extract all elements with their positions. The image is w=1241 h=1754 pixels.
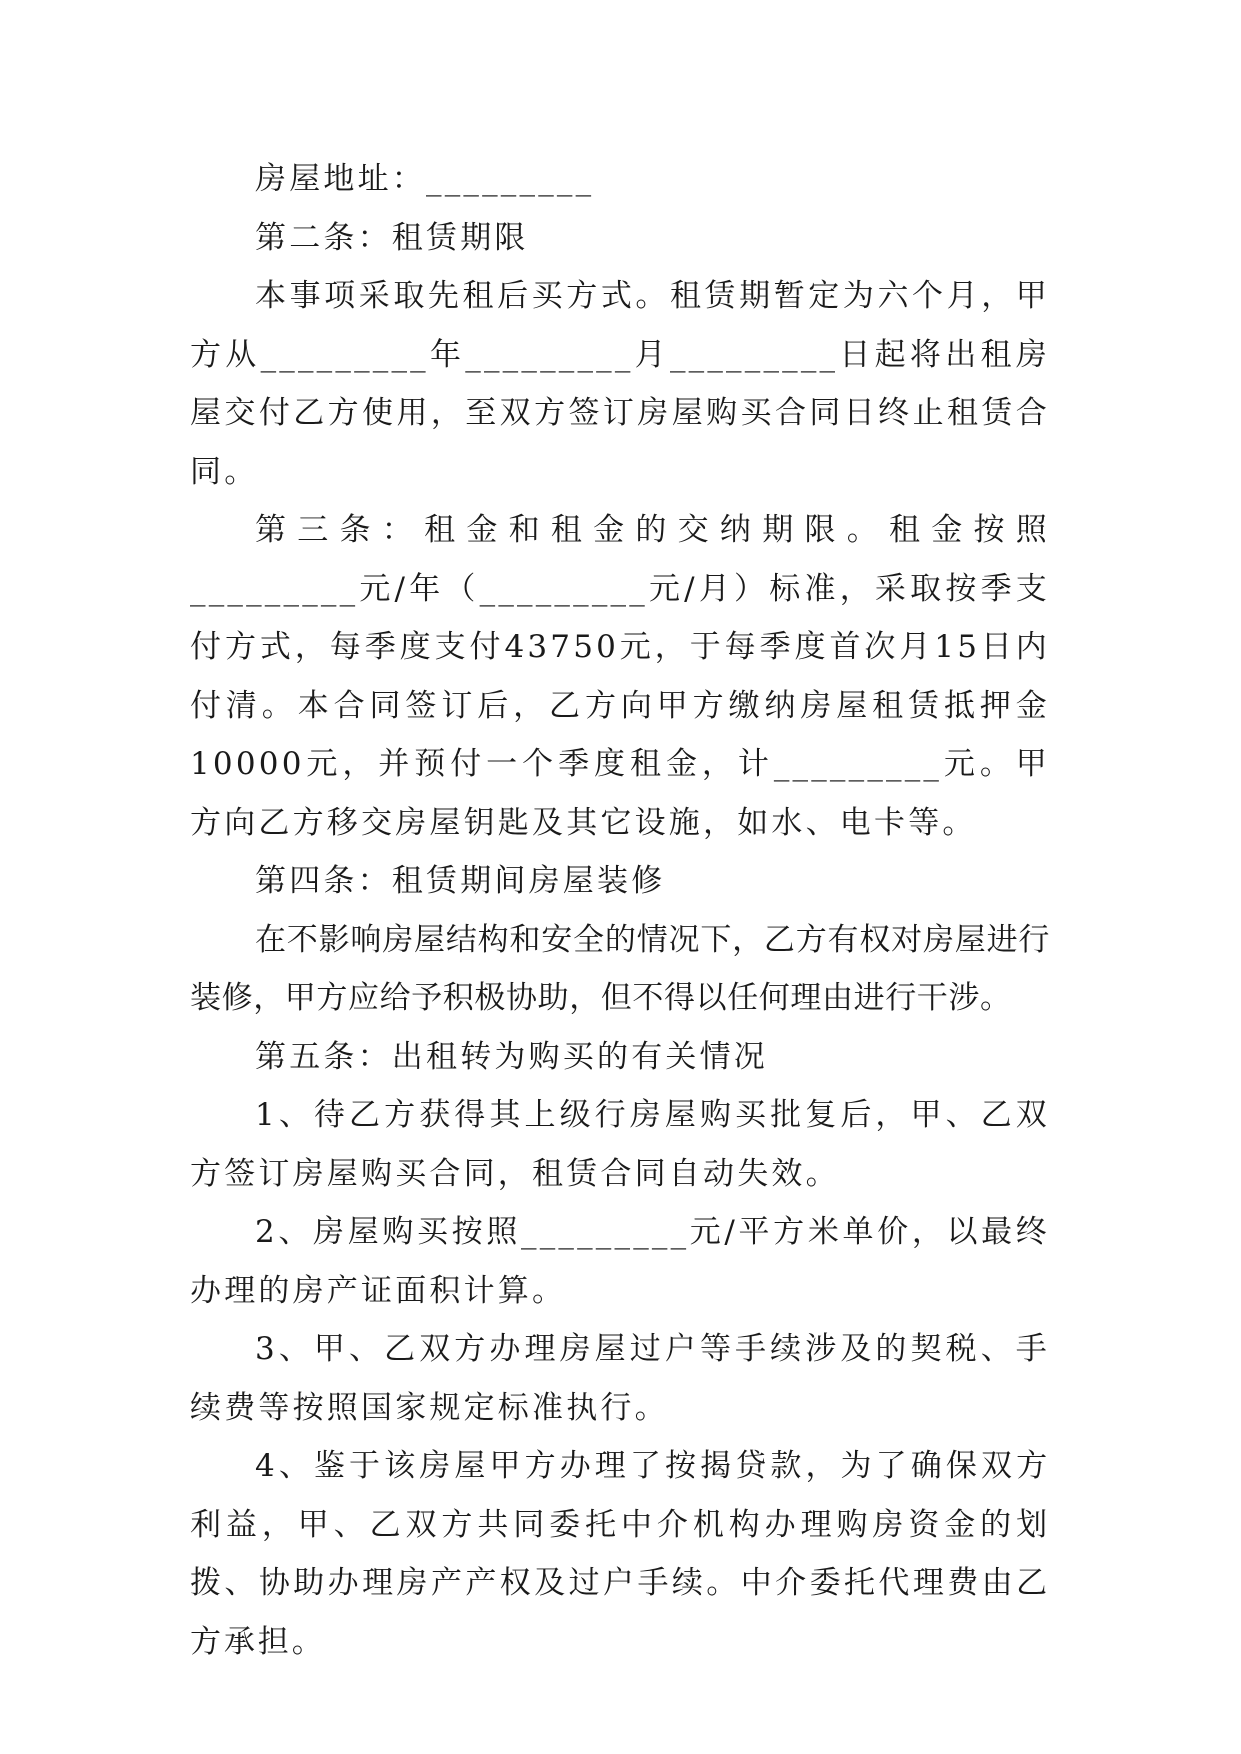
article-2-heading: 第二条：租赁期限	[255, 219, 529, 256]
house-address-line: 房屋地址：_________	[255, 161, 595, 197]
contract-page	[190, 150, 1050, 1671]
article-4-heading: 第四条：租赁期间房屋装修	[255, 863, 666, 899]
article-5-item-2: 2、房屋购买按照_________元/平方米单价，以最终办理的房产证面积计算。	[190, 1214, 1050, 1309]
article-5-item-3: 3、甲、乙双方办理房屋过户等手续涉及的契税、手续费等按照国家规定标准执行。	[190, 1331, 1050, 1426]
article-3-body: 第三条：租金和租金的交纳期限。租金按照_________元/年（_________元/月）标准，采取按季支付方式，每季度支付43750元，于每季度首次月15日内付清。本合同签订后，乙方向甲方缴纳房屋租赁抵押金10000元，并预付一个季度租金，计_________元。甲方向乙方移交房屋钥匙及其它设施，如水、电卡等。	[190, 512, 1050, 841]
article-5-item-1: 1、待乙方获得其上级行房屋购买批复后，甲、乙双方签订房屋购买合同，租赁合同自动失效。	[190, 1097, 1050, 1192]
article-4-body: 在不影响房屋结构和安全的情况下，乙方有权对房屋进行装修，甲方应给予积极协助，但不得以任何理由进行干涉。	[190, 921, 1050, 1016]
article-5-item-4: 4、鉴于该房屋甲方办理了按揭贷款，为了确保双方利益，甲、乙双方共同委托中介机构办理购房资金的划拨、协助办理房产产权及过户手续。中介委托代理费由乙方承担。	[190, 1448, 1050, 1660]
article-2-body: 本事项采取先租后买方式。租赁期暂定为六个月，甲方从_________年_________月_________日起将出租房屋交付乙方使用，至双方签订房屋购买合同日终止租赁合同。	[190, 278, 1050, 490]
article-5-heading: 第五条：出租转为购买的有关情况	[255, 1038, 768, 1075]
